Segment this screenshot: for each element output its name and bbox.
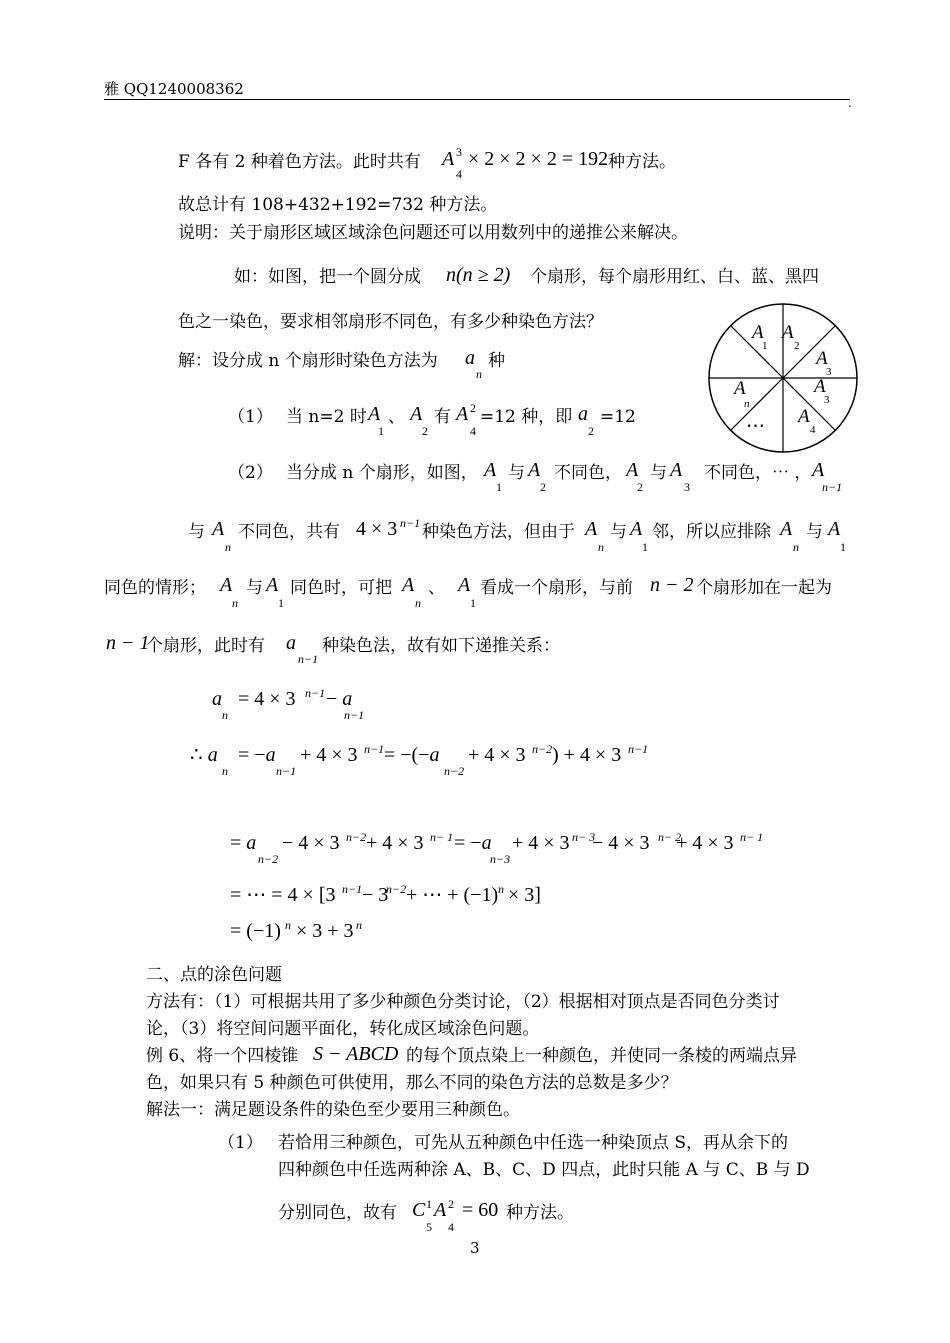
math-a: a [465,347,475,369]
math-A: A [828,518,841,540]
math-sub: 1 [496,480,502,494]
math-sub: 2 [540,480,546,494]
label-A3-sub: 3 [826,366,832,378]
cont2-g: 个扇形加在一起为 [696,578,832,598]
math-sup: n−1 [400,516,421,530]
math-A: A [585,518,598,540]
cont-b: 不同色，共有 [238,522,340,542]
math-A: A [528,459,541,481]
math-A: A [780,518,793,540]
math-expr: = ⋯ = 4 × [3 [230,884,336,906]
math-sup: 2 [448,1197,454,1211]
math-sup: n [356,918,362,932]
label-An: A [734,378,746,399]
cont2-b: 与 [246,578,263,598]
math-sup: 1 [426,1197,432,1211]
math-sub: 5 [426,1220,432,1234]
header-rule [104,99,850,100]
math-sub: n−1 [276,764,297,778]
line-3: 说明：关于扇形区域区域涂色问题还可以用数列中的递推公来解决。 [178,223,688,243]
math-sup: 2 [470,401,476,415]
math-sub: 4 [456,167,462,181]
math-sub: n [222,708,228,722]
part-1-line-1: 若恰用三种颜色，可先从五种颜色中任选一种染顶点 S，再从余下的 [278,1133,789,1153]
math-sup: n−2 [346,830,367,844]
math-A: A [670,459,683,481]
case-1-label: （1） [228,407,273,427]
math-A: A [484,459,497,481]
line-5: 色之一染色，要求相邻扇形不同色，有多少种染色方法？ [178,312,603,332]
math-expr: − 4 × 3 [282,832,340,854]
math-sup: n− 3 [572,830,596,844]
line-4-math: n(n ≥ 2) [446,264,511,286]
math-sub: 1 [278,596,284,610]
math-expr: = −a [238,744,276,766]
math-expr: + 4 × 3 [676,832,734,854]
case-1-d: =12 种，即 [480,407,573,427]
math-sub: n [222,764,228,778]
math-sub: n [476,367,482,381]
math-expr: ∴ a [190,744,218,766]
case-2-label: （2） [228,463,273,483]
math-sup: n−1 [305,686,326,700]
case-2-c: 不同色， [554,463,622,483]
cont3-b: 个扇形，此时有 [146,636,265,656]
line-6-post: 种 [488,351,505,371]
math-expr: = −a [454,832,492,854]
part-1-math: = 60 [462,1199,499,1221]
example-6-b: 的每个顶点染上一种颜色，并使同一条棱的两端点异 [406,1046,797,1066]
math-sub: n [232,596,238,610]
case-2-b: 与 [508,463,525,483]
part-1-line-2: 四种颜色中任选两种涂 A、B、C、D 四点，此时只能 A 与 C、B 与 D [278,1160,810,1180]
math-A: A [456,403,469,425]
math-sub: 1 [840,540,846,554]
label-A4: A [798,406,810,427]
label-A4-sub: 4 [810,424,816,436]
case-1-e: =12 [600,407,636,427]
math-A: A [434,1199,447,1221]
label-A3: A [816,348,828,369]
sector-circle-figure [700,300,870,470]
case-2-a: 当分成 n 个扇形，如图， [286,463,478,483]
case-2-e: 不同色，⋯ ， [704,463,812,483]
cont3-a: n − 1 [106,632,150,654]
math-expr: = a [230,832,257,854]
math-sup: n−1 [364,742,385,756]
math-expr: × 3 + 3 [296,920,354,942]
math-A: A [630,518,643,540]
math-expr: + 4 × 3 [512,832,570,854]
case-1-c: 有 [434,407,451,427]
math-sub: n [415,596,421,610]
math-a: a [578,403,588,425]
math-sub: 2 [422,424,428,438]
solution-1: 解法一：满足题设条件的染色至少要用三种颜色。 [146,1100,520,1120]
math-sub: 4 [448,1220,454,1234]
line-1-formula: × 2 × 2 × 2 = 192 [468,148,609,170]
line-6-pre: 解：设分成 n 个扇形时染色方法为 [178,351,438,371]
case-1-b: 、 [388,407,405,427]
math-A: A [266,574,279,596]
math-sub: n [225,540,231,554]
cont-d: 与 [610,522,627,542]
math-sup: n− 2 [658,830,682,844]
math-A: A [626,459,639,481]
part-1-label: （1） [218,1133,263,1153]
math-expr: − a [326,688,353,710]
math-sub: 2 [637,480,643,494]
label-A3b-sub: 3 [824,394,830,406]
cont2-a: 同色的情形； [104,578,206,598]
math-sup: n−1 [628,742,649,756]
math-expr: + 4 × 3 [300,744,358,766]
math-sub: n−2 [258,852,279,866]
math-sub: n−3 [490,852,511,866]
math-expr: + 4 × 3 [366,832,424,854]
example-6-a: 例 6、将一个四棱锥 [146,1046,299,1066]
page-number: 3 [470,1239,480,1257]
math-A: A [442,148,455,170]
math-sup: n−2 [386,882,407,896]
math-expr: = −(−a [384,744,440,766]
label-A3b: A [814,376,826,397]
cont2-d: 、 [428,578,445,598]
math-A: A [402,574,415,596]
example-6-math: S − ABCD [313,1043,399,1065]
math-sub: n−1 [344,708,365,722]
math-sup: n− 1 [740,830,764,844]
section-2-title: 二、点的涂色问题 [146,965,282,985]
math-sub: 1 [642,540,648,554]
example-6-line-2: 色，如果只有 5 种颜色可供使用，那么不同的染色方法的总数是多少？ [146,1073,678,1093]
math-expr: + 4 × 3 [468,744,526,766]
math-sup: n−2 [532,742,553,756]
math-sub: 3 [684,480,690,494]
math-sup: n [498,882,504,896]
case-1-a: 当 n=2 时 [286,407,367,427]
page-header: 雅 QQ1240008362 [104,80,244,98]
math-A: A [812,459,825,481]
math-sub: n [598,540,604,554]
math-expr: 4 × 3 [356,518,398,540]
cont3-c: 种染色法，故有如下递推关系： [322,636,560,656]
math-A: A [458,574,471,596]
section-2-line-1: 方法有：（1）可根据共用了多少种颜色分类讨论，（2）根据相对顶点是否同色分类讨 [146,992,780,1012]
math-expr: − 3 [362,884,389,906]
math-sup: 3 [456,145,462,159]
label-A1-sub: 1 [762,340,768,352]
section-2-line-2: 论，（3）将空间问题平面化，转化成区域涂色问题。 [146,1019,540,1039]
math-sub: 1 [378,424,384,438]
part-1-line-3: 分别同色，故有 [278,1203,397,1223]
math-sup: n [285,918,291,932]
line-2: 故总计有 108+432+192=732 种方法。 [178,195,498,215]
math-A: A [410,403,423,425]
math-expr: − 4 × 3 [592,832,650,854]
math-sub: n [793,540,799,554]
cont-f: 与 [806,522,823,542]
math-A: A [368,403,381,425]
cont-a: 与 [188,522,205,542]
cont-e: 邻，所以应排除 [652,522,771,542]
math-C: C [412,1199,426,1221]
cont2-e: 看成一个扇形，与前 [480,578,633,598]
math-A: A [212,518,225,540]
math-sub: n−1 [298,652,319,666]
math-expr: ) + 4 × 3 [552,744,622,766]
case-2-d: 与 [650,463,667,483]
math-expr: = 4 × 3 [238,688,296,710]
line-4-post: 个扇形，每个扇形用红、白、蓝、黑四 [530,267,819,287]
header-dot: . [848,96,852,110]
label-A2: A [782,322,794,343]
math-expr: = (−1) [230,920,281,942]
math-sup: n−1 [342,882,363,896]
math-a: a [286,632,296,654]
math-A: A [220,574,233,596]
label-An-sub: n [744,398,750,410]
label-ellipsis: ⋯ [746,416,765,437]
line-4-pre: 如：如图，把一个圆分成 [234,267,421,287]
math-sub: 1 [470,596,476,610]
cont-c: 种染色方法，但由于 [422,522,575,542]
math-a: a [212,688,222,710]
math-sub: 2 [588,424,594,438]
line-1-text: F 各有 2 种着色方法。此时共有 [178,152,421,172]
cont2-f: n − 2 [650,574,694,596]
label-A1: A [752,322,764,343]
label-A2-sub: 2 [794,340,800,352]
part-1-post: 种方法。 [506,1203,574,1223]
math-expr: × 3] [508,884,541,906]
math-sup: n− 1 [430,830,454,844]
math-sub: 4 [470,424,476,438]
math-expr: + ⋯ + (−1) [406,884,499,906]
cont2-c: 同色时，可把 [290,578,392,598]
math-sub: n−1 [822,480,843,494]
line-1-post: 种方法。 [608,152,676,172]
math-sub: n−2 [444,764,465,778]
